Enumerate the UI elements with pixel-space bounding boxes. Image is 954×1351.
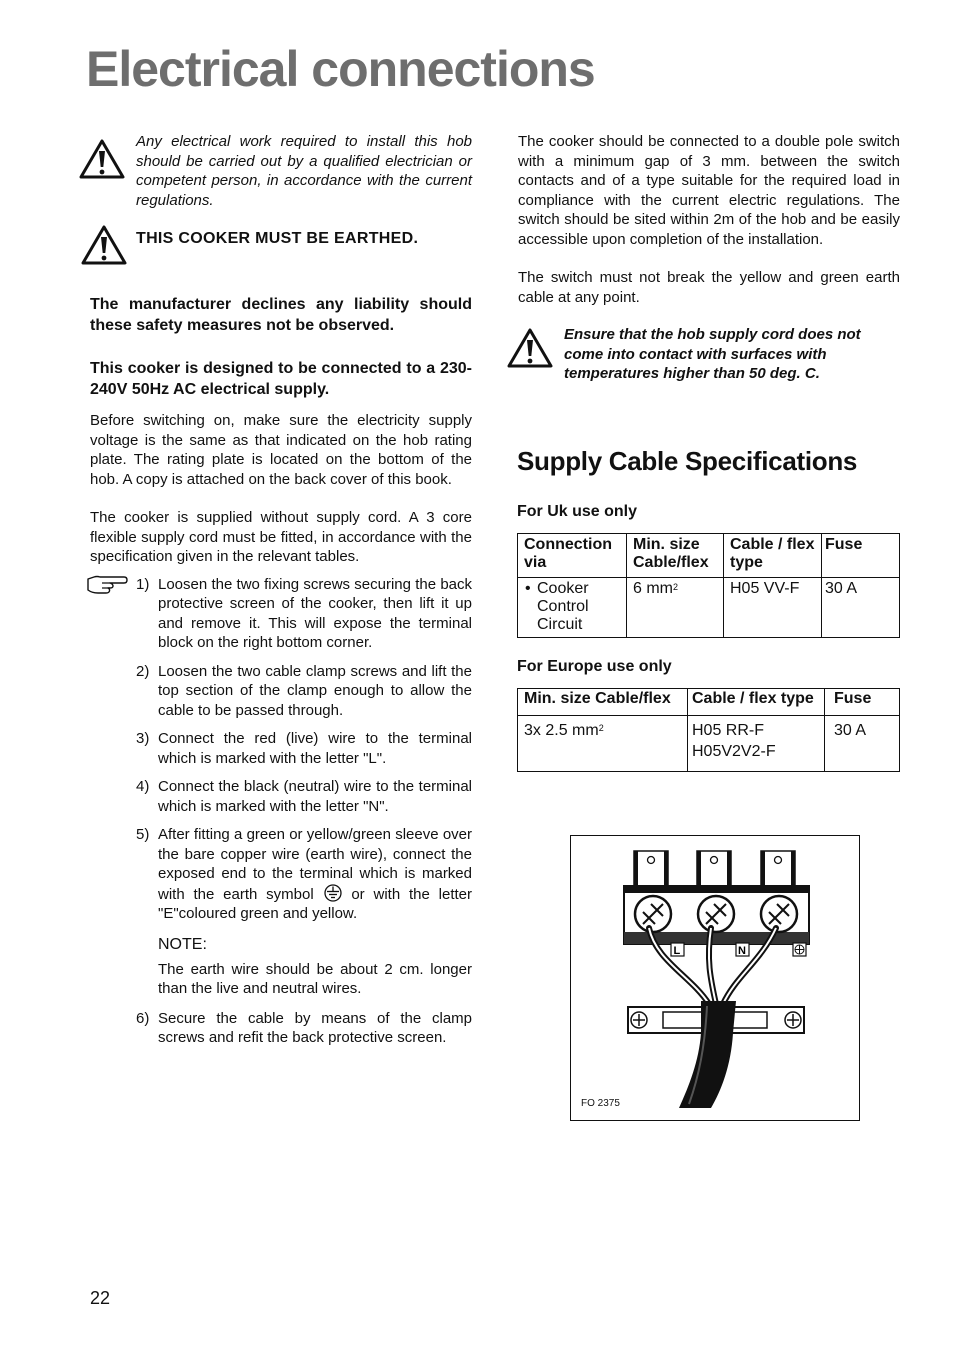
cord-temperature-warning [518, 325, 900, 384]
installation-steps [90, 575, 472, 1048]
header-min-size: Min. size Cable/flex [518, 688, 688, 715]
step-number: 3) [136, 730, 150, 747]
warning-triangle-icon [78, 138, 126, 180]
cell-fuse: 30 A [825, 715, 900, 771]
cord-warning-text: Ensure that the hob supply cord does not come into contact with surfaces with temperatures higher than 50 deg. C. [564, 326, 861, 382]
earth-symbol-icon [323, 884, 343, 902]
header-cable-type: Cable / flex type [688, 688, 825, 715]
cell-type [688, 715, 825, 771]
cell-connection [518, 577, 627, 637]
size-value: 6 mm [633, 579, 673, 597]
connection-value: Cooker Control Circuit [537, 579, 589, 633]
step-text-a: After fitting a green or yellow/green sleeve over the bare copper wire (earth wire), connect the exposed end to the terminal which is marked with the earth symbol [158, 826, 472, 903]
warning-triangle-icon [506, 327, 554, 369]
header-min-size: Min. size Cable/flex [627, 533, 724, 577]
switch-text: The cooker should be connected to a double pole switch with a minimum gap of 3 mm. between the switch contacts and of a type suitable for the required load in compliance with the current electric regulations. The switch should be sited within 2m of the hob and be easily accessible upon completion of the installation. [518, 133, 900, 248]
step-4 [90, 777, 472, 816]
supply-statement: This cooker is designed to be connected to a 230-240V 50Hz AC electrical supply. [90, 360, 472, 398]
cell-fuse: 30 A [822, 577, 900, 637]
header-fuse: Fuse [822, 533, 900, 577]
terminal-block-diagram [570, 835, 860, 1121]
step-text: Loosen the two cable clamp screws and lift the top section of the clamp enough to allow the cable to be passed through. [158, 662, 472, 719]
table-row [518, 577, 900, 637]
step-number: 4) [136, 778, 150, 795]
left-column [90, 132, 472, 1057]
step-text: Secure the cable by means of the clamp screws and refit the back protective screen. [158, 1009, 472, 1046]
step-text: Connect the black (neutral) wire to the terminal which is marked with the letter "N". [158, 778, 472, 815]
qualified-electrician-warning [90, 132, 472, 210]
header-fuse: Fuse [825, 688, 900, 715]
eu-table-label: For Europe use only [517, 657, 672, 675]
size-superscript: 2 [673, 581, 679, 592]
step-text: Connect the red (live) wire to the terminal which is marked with the letter "L". [158, 730, 472, 767]
right-column [518, 132, 900, 772]
step-5 [90, 825, 472, 924]
earth-terminal-icon [795, 945, 804, 954]
table-header-row [518, 688, 900, 715]
uk-table-label: For Uk use only [517, 502, 638, 520]
note-text: The earth wire should be about 2 cm. longer than the live and neutral wires. [158, 960, 472, 997]
table-row [518, 715, 900, 771]
step-number: 6) [136, 1009, 150, 1027]
note-heading: NOTE: [158, 935, 207, 953]
cell-type: H05 VV-F [724, 577, 822, 637]
figure-caption: FO 2375 [581, 1098, 620, 1109]
step-number: 5) [136, 826, 150, 843]
spec-heading: Supply Cable Specifications [517, 445, 858, 476]
size-superscript: 2 [598, 722, 604, 733]
cell-size [518, 715, 688, 771]
eu-spec-table [517, 688, 900, 772]
liability-text: The manufacturer declines any liability should these safety measures not be observed. [90, 296, 472, 334]
step-2 [90, 662, 472, 721]
size-value: 3x 2.5 mm [524, 721, 599, 739]
type-value-2: H05V2V2-F [692, 742, 776, 760]
terminal-label-n: N [738, 945, 746, 957]
table-header-row [518, 533, 900, 577]
step-text-b: or with the letter "E"coloured green and yellow. [158, 885, 473, 922]
cell-size [627, 577, 724, 637]
type-value-1: H05 RR-F [692, 721, 765, 739]
step-6 [90, 1009, 472, 1048]
page-title: Electrical connections [86, 41, 595, 97]
earth-cable-text: The switch must not break the yellow and green earth cable at any point. [518, 269, 900, 306]
step-3 [90, 729, 472, 768]
step-1 [90, 575, 472, 653]
before-switching-text: Before switching on, make sure the electricity supply voltage is the same as that indicated on the hob rating plate. The rating plate is located on the bottom of the hob. A copy is attached on the back cover of this book. [90, 412, 472, 488]
header-cable-type: Cable / flex type [724, 533, 822, 577]
step-text: Loosen the two fixing screws securing the back protective screen of the cooker, then lift it up and remove it. This will expose the terminal block on the right bottom corner. [158, 575, 472, 651]
bullet: • [525, 579, 531, 597]
terminal-block-illustration [571, 836, 859, 1120]
earth-warning-text: THIS COOKER MUST BE EARTHED. [136, 230, 419, 247]
terminal-label-l: L [673, 945, 681, 957]
step-number: 1) [136, 575, 150, 593]
warning-triangle-icon [80, 224, 128, 266]
earth-warning [90, 228, 472, 268]
step-number: 2) [136, 662, 150, 680]
page-number: 22 [90, 1288, 111, 1308]
header-connection: Connection via [518, 533, 627, 577]
uk-spec-table [517, 533, 900, 638]
step-text [158, 825, 472, 924]
supply-cord-text: The cooker is supplied without supply cord. A 3 core flexible supply cord must be fitted, in accordance with the specification given in the relevant tables. [90, 509, 472, 565]
warning-text: Any electrical work required to install this hob should be carried out by a qualified electrician or competent person, in accordance with the current regulations. [136, 133, 472, 209]
